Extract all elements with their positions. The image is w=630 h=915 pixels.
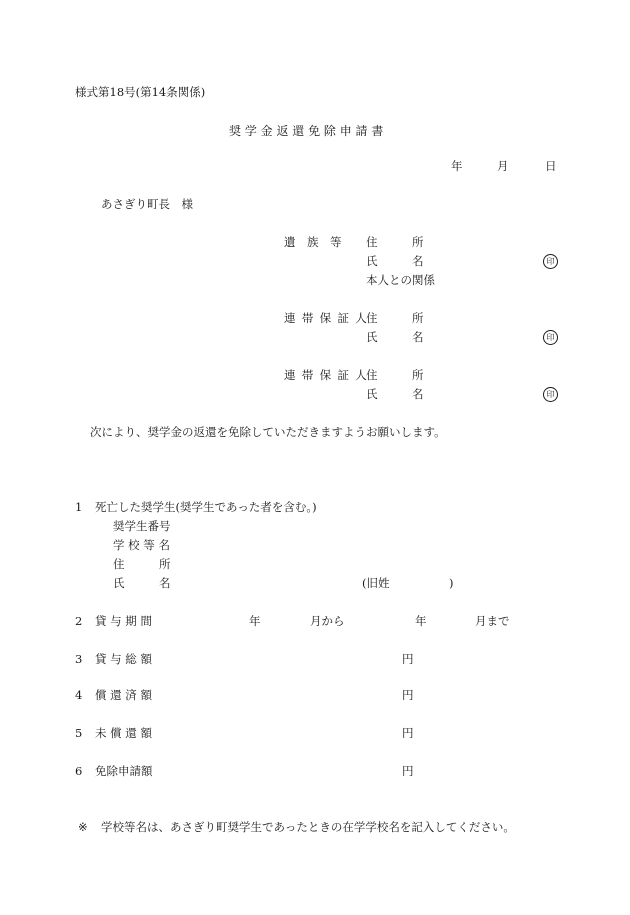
student-address-label: 住 所 (113, 557, 171, 571)
guarantor-2-address-label: 住 所 (366, 368, 424, 382)
item-6-number: 6 (75, 764, 83, 778)
school-name-label: 学 校 等 名 (113, 538, 170, 552)
loan-end-year-label: 年 (415, 614, 427, 628)
item-2-number: 2 (75, 614, 83, 628)
seal-mark-icon: 印 (543, 254, 558, 269)
bereaved-name-label: 氏 名 (366, 254, 424, 268)
exemption-amount-unit: 円 (402, 764, 414, 778)
guarantor-1-address-label: 住 所 (366, 311, 424, 325)
total-loan-unit: 円 (402, 652, 414, 666)
unpaid-amount-label: 未 償 還 額 (95, 726, 152, 740)
date-year-label: 年 (451, 159, 463, 173)
guarantor-2-role-label: 連帯保証人 (284, 368, 374, 382)
item-4-number: 4 (75, 688, 83, 702)
guarantor-1-role-label: 連帯保証人 (284, 311, 374, 325)
item-1-number: 1 (75, 500, 83, 514)
seal-mark-icon: 印 (543, 330, 558, 345)
loan-end-month-label: 月まで (475, 614, 510, 628)
addressee: あさぎり町長 様 (101, 197, 193, 211)
bereaved-address-label: 住 所 (366, 235, 424, 249)
guarantor-2-name-label: 氏 名 (366, 387, 424, 401)
former-name-open: (旧姓 (362, 576, 390, 590)
loan-start-month-label: 月から (310, 614, 345, 628)
note-mark-icon: ※ (78, 820, 88, 834)
exemption-amount-label: 免除申請額 (95, 764, 153, 778)
page-title: 奨 学 金 返 還 免 除 申 請 書 (229, 124, 384, 138)
loan-period-label: 貸 与 期 間 (95, 614, 152, 628)
item-5-number: 5 (75, 726, 83, 740)
total-loan-label: 貸 与 総 額 (95, 652, 152, 666)
note-text: 学校等名は、あさぎり町奨学生であったときの在学学校名を記入してください。 (101, 820, 515, 834)
date-month-label: 月 (497, 159, 509, 173)
item-3-number: 3 (75, 652, 83, 666)
date-day-label: 日 (545, 159, 557, 173)
bereaved-relation-label: 本人との関係 (366, 273, 435, 287)
loan-start-year-label: 年 (249, 614, 261, 628)
request-text: 次により、奨学金の返還を免除していただきますようお願いします。 (90, 425, 446, 439)
student-number-label: 奨学生番号 (113, 519, 171, 533)
former-name-close: ) (449, 576, 454, 590)
guarantor-1-name-label: 氏 名 (366, 330, 424, 344)
repaid-amount-label: 償 還 済 額 (95, 688, 152, 702)
item-1-heading: 死亡した奨学生(奨学生であった者を含む。) (95, 500, 317, 514)
repaid-amount-unit: 円 (402, 688, 414, 702)
unpaid-amount-unit: 円 (402, 726, 414, 740)
bereaved-role-label: 遺 族 等 (284, 235, 342, 249)
student-name-label: 氏 名 (113, 576, 171, 590)
seal-mark-icon: 印 (543, 387, 558, 402)
form-number: 様式第18号(第14条関係) (75, 85, 206, 99)
